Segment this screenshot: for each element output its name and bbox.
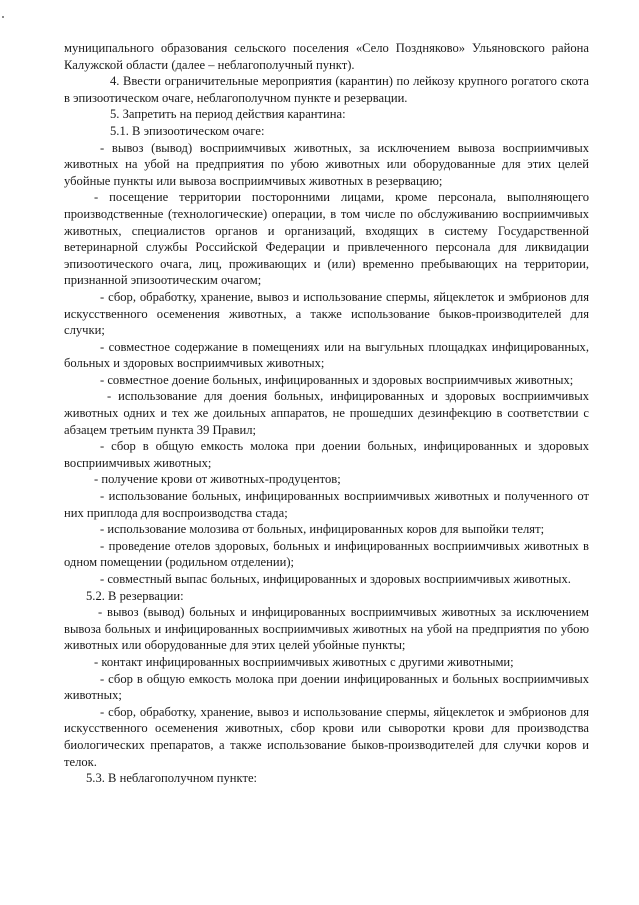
scan-speck [2, 16, 4, 18]
paragraph-bullet: - совместное содержание в помещениях или на выгульных площадках инфицированных, больных и здоровых восприимчивых животных; [64, 339, 589, 371]
paragraph-bullet: - использование больных, инфицированных восприимчивых животных и полученного от них приплода для воспроизводства стада; [64, 489, 589, 520]
paragraph-bullet: - вывоз (вывод) больных и инфицированных восприимчивых животных за исключением вывоза больных и инфицированных восприимчивых животных на убой на предприятия по убою животных или оборудованные для этих целей убойные пункты; [64, 605, 589, 653]
paragraph-bullet: - использование для доения больных, инфицированных и здоровых восприимчивых животных одних и тех же доильных аппаратов, не прошедших дезинфекцию в соответствии с абзацем третьим пункта 39 Правил; [64, 389, 589, 437]
paragraph-item-5-1: 5.1. В эпизоотическом очаге: [110, 123, 265, 138]
paragraph-bullet: - использование молозива от больных, инфицированных коров для выпойки телят; [100, 522, 545, 537]
paragraph-item-5-2: 5.2. В резервации: [86, 588, 184, 603]
paragraph-bullet: - сбор в общую емкость молока при доении инфицированных и больных восприимчивых животных; [64, 671, 589, 703]
paragraph-bullet: - сбор в общую емкость молока при доении больных, инфицированных и здоровых восприимчивых животных; [64, 439, 589, 470]
paragraph-bullet: - посещение территории посторонними лицами, кроме персонала, выполняющего производственные (технологические) операции, в том числе по обслуживанию восприимчивых животных, специалистов органов и организаций, входящих в систему Государственной ветеринарной службы Российской Федерации и привлеченного персонала для ликвидации эпизоотического очага, лиц, проживающих и (или) временно пребывающих на территории, признанной эпизоотическим очагом; [64, 190, 589, 288]
paragraph-bullet: - контакт инфицированных восприимчивых животных с другими животными; [94, 654, 514, 669]
paragraph-item-4: 4. Ввести ограничительные мероприятия (карантин) по лейкозу крупного рогатого скота в эпизоотическом очаге, неблагополучном пункте и резервации. [64, 74, 589, 105]
paragraph-bullet: - вывоз (вывод) восприимчивых животных, за исключением вывоза восприимчивых животных на убой на предприятия по убою животных или оборудованные для этих целей убойные пункты или вывоза восприимчивых животных в резервацию; [64, 140, 589, 188]
paragraph-bullet: - совместный выпас больных, инфицированных и здоровых восприимчивых животных. [100, 572, 571, 586]
paragraph-bullet: - совместное доение больных, инфицированных и здоровых восприимчивых животных; [100, 372, 574, 387]
paragraph-bullet: - сбор, обработку, хранение, вывоз и использование спермы, яйцеклеток и эмбрионов для искусственного осеменения животных, сбор крови или сыворотки крови для производства биологических препаратов, а также использование быков-производителей для случки коров и телок. [64, 704, 589, 769]
document-page [64, 40, 589, 787]
paragraph-locality: муниципального образования сельского поселения «Село Поздняково» Ульяновского района Калужской области (далее – неблагополучный пункт). [64, 41, 589, 72]
paragraph-bullet: - получение крови от животных-продуцентов; [94, 472, 341, 487]
paragraph-item-5: 5. Запретить на период действия карантина: [110, 107, 346, 122]
paragraph-item-5-3: 5.3. В неблагополучном пункте: [86, 771, 258, 786]
paragraph-bullet: - проведение отелов здоровых, больных и инфицированных восприимчивых животных в одном помещении (родильном отделении); [64, 538, 589, 570]
paragraph-bullet: - сбор, обработку, хранение, вывоз и использование спермы, яйцеклеток и эмбрионов для искусственного осеменения животных, а также использование быков-производителей для случки; [64, 289, 589, 338]
